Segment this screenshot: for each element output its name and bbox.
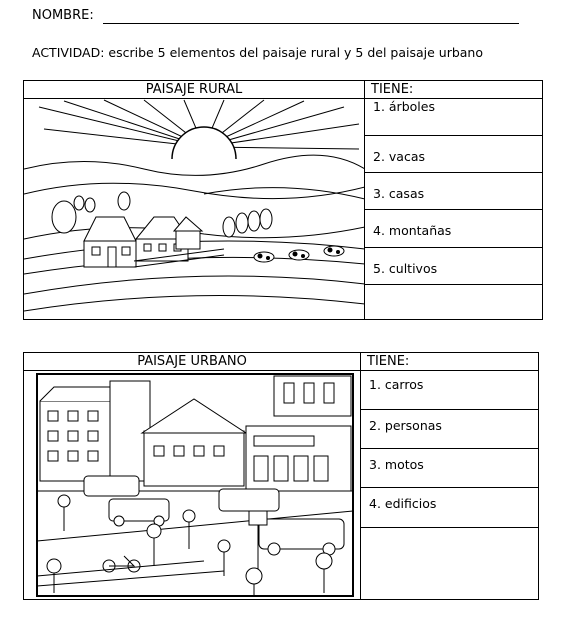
rural-list-header: TIENE: bbox=[365, 81, 543, 99]
urban-table bbox=[23, 352, 539, 600]
activity-instructions: ACTIVIDAD: escribe 5 elementos del paisaje rural y 5 del paisaje urbano bbox=[32, 45, 484, 60]
urban-street-image bbox=[24, 371, 361, 599]
rural-item: 2. vacas bbox=[365, 136, 543, 173]
urban-item: 4. edificios bbox=[361, 488, 539, 527]
name-input-line[interactable] bbox=[103, 23, 519, 24]
urban-item: 2. personas bbox=[361, 410, 539, 449]
urban-list-header: TIENE: bbox=[361, 353, 539, 371]
urban-item: 1. carros bbox=[361, 371, 539, 410]
rural-illustration bbox=[24, 99, 365, 320]
rural-landscape-image bbox=[24, 99, 365, 319]
rural-title: PAISAJE RURAL bbox=[24, 81, 365, 99]
name-field-label: NOMBRE: bbox=[32, 8, 94, 23]
rural-item: 3. casas bbox=[365, 173, 543, 210]
rural-item: 4. montañas bbox=[365, 210, 543, 247]
urban-title: PAISAJE URBANO bbox=[24, 353, 361, 371]
rural-empty-row bbox=[365, 284, 543, 319]
rural-item: 1. árboles bbox=[365, 99, 543, 136]
rural-item: 5. cultivos bbox=[365, 247, 543, 284]
urban-illustration bbox=[24, 371, 361, 600]
urban-empty-row bbox=[361, 527, 539, 599]
urban-item: 3. motos bbox=[361, 449, 539, 488]
rural-table bbox=[23, 80, 543, 320]
